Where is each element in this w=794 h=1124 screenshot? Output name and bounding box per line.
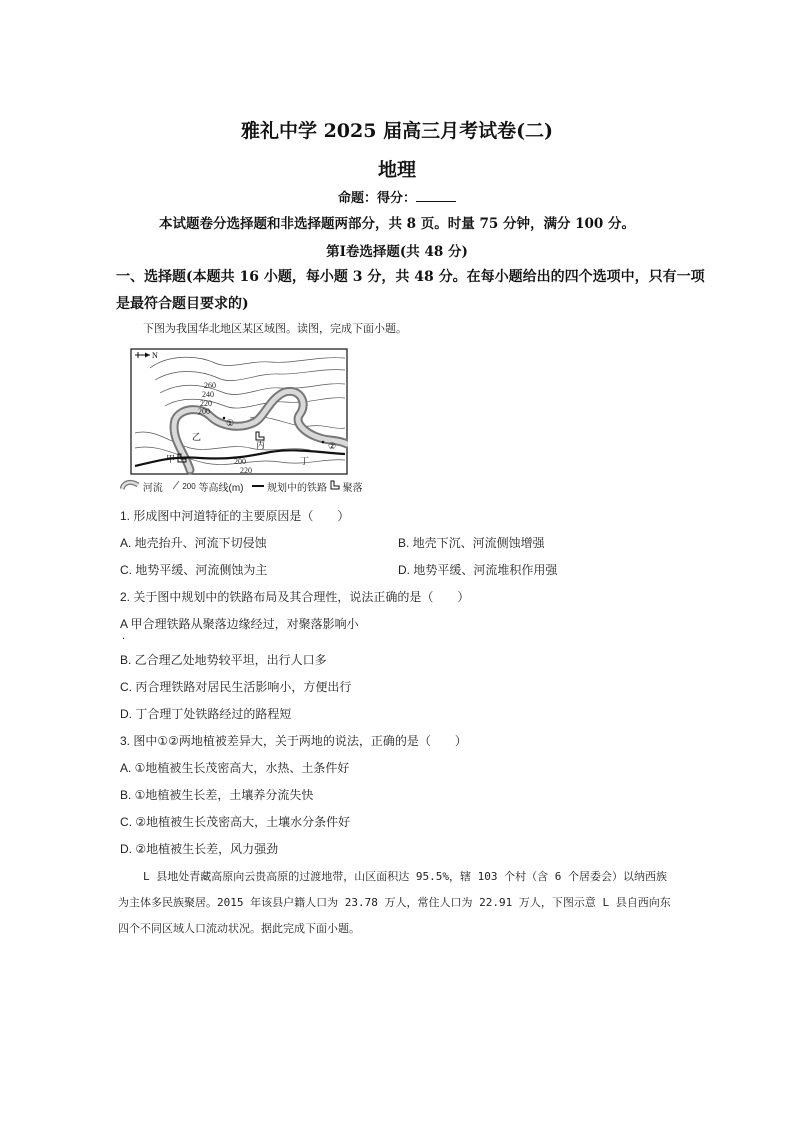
part-heading: 第Ⅰ卷选择题(共 48 分) bbox=[326, 244, 468, 260]
section-heading-line2: 是最符合题目要求的) bbox=[116, 296, 249, 312]
legend-river: 河流 bbox=[142, 483, 163, 494]
legend-contour-sample: 200 bbox=[182, 482, 196, 491]
question-2-stem: 2. 关于图中规划中的铁路布局及其合理性，说法正确的是（ ） bbox=[120, 590, 470, 604]
stray-dot: · bbox=[122, 634, 126, 645]
map-legend bbox=[120, 479, 363, 494]
topographic-map bbox=[130, 348, 348, 475]
river-legend-icon bbox=[120, 479, 140, 494]
place-label-ding: 丁 bbox=[300, 456, 310, 466]
place-label-bing: 丙 bbox=[256, 440, 266, 450]
site-marker-1 bbox=[223, 417, 226, 420]
question-3-option-c: C. ②地植被生长茂密高大，土壤水分条件好 bbox=[120, 815, 351, 829]
question-1-option-b: B. 地壳下沉、河流侧蚀增强 bbox=[398, 536, 545, 550]
question-3-option-a: A. ①地植被生长茂密高大，水热、土条件好 bbox=[120, 761, 350, 775]
question-3-option-b: B. ①地植被生长差，土壤养分流失快 bbox=[120, 788, 314, 802]
exam-meta bbox=[0, 187, 794, 206]
contour-label: 220 bbox=[200, 399, 212, 408]
exam-intro: 本试题卷分选择题和非选择题两部分，共 8 页。时量 75 分钟，满分 100 分。 bbox=[158, 216, 636, 232]
contour-legend-icon bbox=[172, 480, 180, 493]
meta-label: 命题：得分： bbox=[337, 191, 416, 206]
place-label-yi: 乙 bbox=[192, 432, 202, 442]
question-2-option-b: B. 乙合理乙处地势较平坦，出行人口多 bbox=[120, 653, 327, 667]
question-2-option-a: A 甲合理铁路从聚落边缘经过，对聚落影响小 bbox=[120, 617, 359, 631]
section-heading-line1: 一、选择题(本题共 16 小题，每小题 3 分，共 48 分。在每小题给出的四个选项中，只有一项 bbox=[116, 269, 705, 285]
question-2-option-c: C. 丙合理铁路对居民生活影响小，方便出行 bbox=[120, 680, 352, 694]
subject-title: 地理 bbox=[377, 159, 416, 181]
question-3-stem: 3. 图中①②两地植被差异大，关于两地的说法，正确的是（ ） bbox=[120, 734, 467, 748]
site-label-2: ② bbox=[328, 441, 337, 451]
question-1-option-d: D. 地势平缓、河流堆积作用强 bbox=[398, 563, 558, 577]
railway-legend-icon bbox=[252, 481, 264, 492]
map-frame bbox=[131, 349, 347, 474]
contour-label: 200 bbox=[234, 457, 246, 466]
question-1-stem: 1. 形成图中河道特征的主要原因是（ ） bbox=[120, 509, 350, 523]
contour-label: 220 bbox=[240, 466, 252, 475]
contour-label: 260 bbox=[204, 381, 216, 390]
north-label: N bbox=[152, 351, 158, 360]
passage-1: 下图为我国华北地区某区域图。读图，完成下面小题。 bbox=[143, 322, 407, 335]
place-label-jia: 甲 bbox=[166, 454, 176, 464]
legend-settlement: 聚落 bbox=[342, 483, 363, 494]
passage-2-line-1: L 县地处青藏高原向云贵高原的过渡地带，山区面积达 95.5%，辖 103 个村（含 6 个居委会）以纳西族 bbox=[143, 870, 667, 883]
question-2-option-d: D. 丁合理丁处铁路经过的路程短 bbox=[120, 707, 292, 721]
settlement-legend-icon bbox=[330, 480, 340, 493]
site-marker-2 bbox=[322, 441, 325, 444]
legend-railway: 规划中的铁路 bbox=[267, 483, 328, 494]
question-1-option-a: A. 地壳抬升、河流下切侵蚀 bbox=[120, 536, 267, 550]
score-blank bbox=[416, 191, 456, 202]
passage-2-line-3: 四个不同区域人口流动状况。据此完成下面小题。 bbox=[118, 922, 360, 935]
site-label-1: ① bbox=[226, 418, 235, 428]
legend-contour: 等高线(m) bbox=[198, 483, 244, 494]
passage-2-line-2: 为主体多民族聚居。2015 年该县户籍人口为 23.78 万人，常住人口为 22.91 万人，下图示意 L 县自西向东 bbox=[118, 896, 671, 909]
contour-label: 200 bbox=[198, 407, 210, 416]
question-1-option-c: C. 地势平缓、河流侧蚀为主 bbox=[120, 563, 268, 577]
contour-label: 240 bbox=[202, 390, 214, 399]
exam-title: 雅礼中学 2025 届高三月考试卷(二) bbox=[240, 120, 554, 142]
question-3-option-d: D. ②地植被生长差，风力强劲 bbox=[120, 842, 279, 856]
